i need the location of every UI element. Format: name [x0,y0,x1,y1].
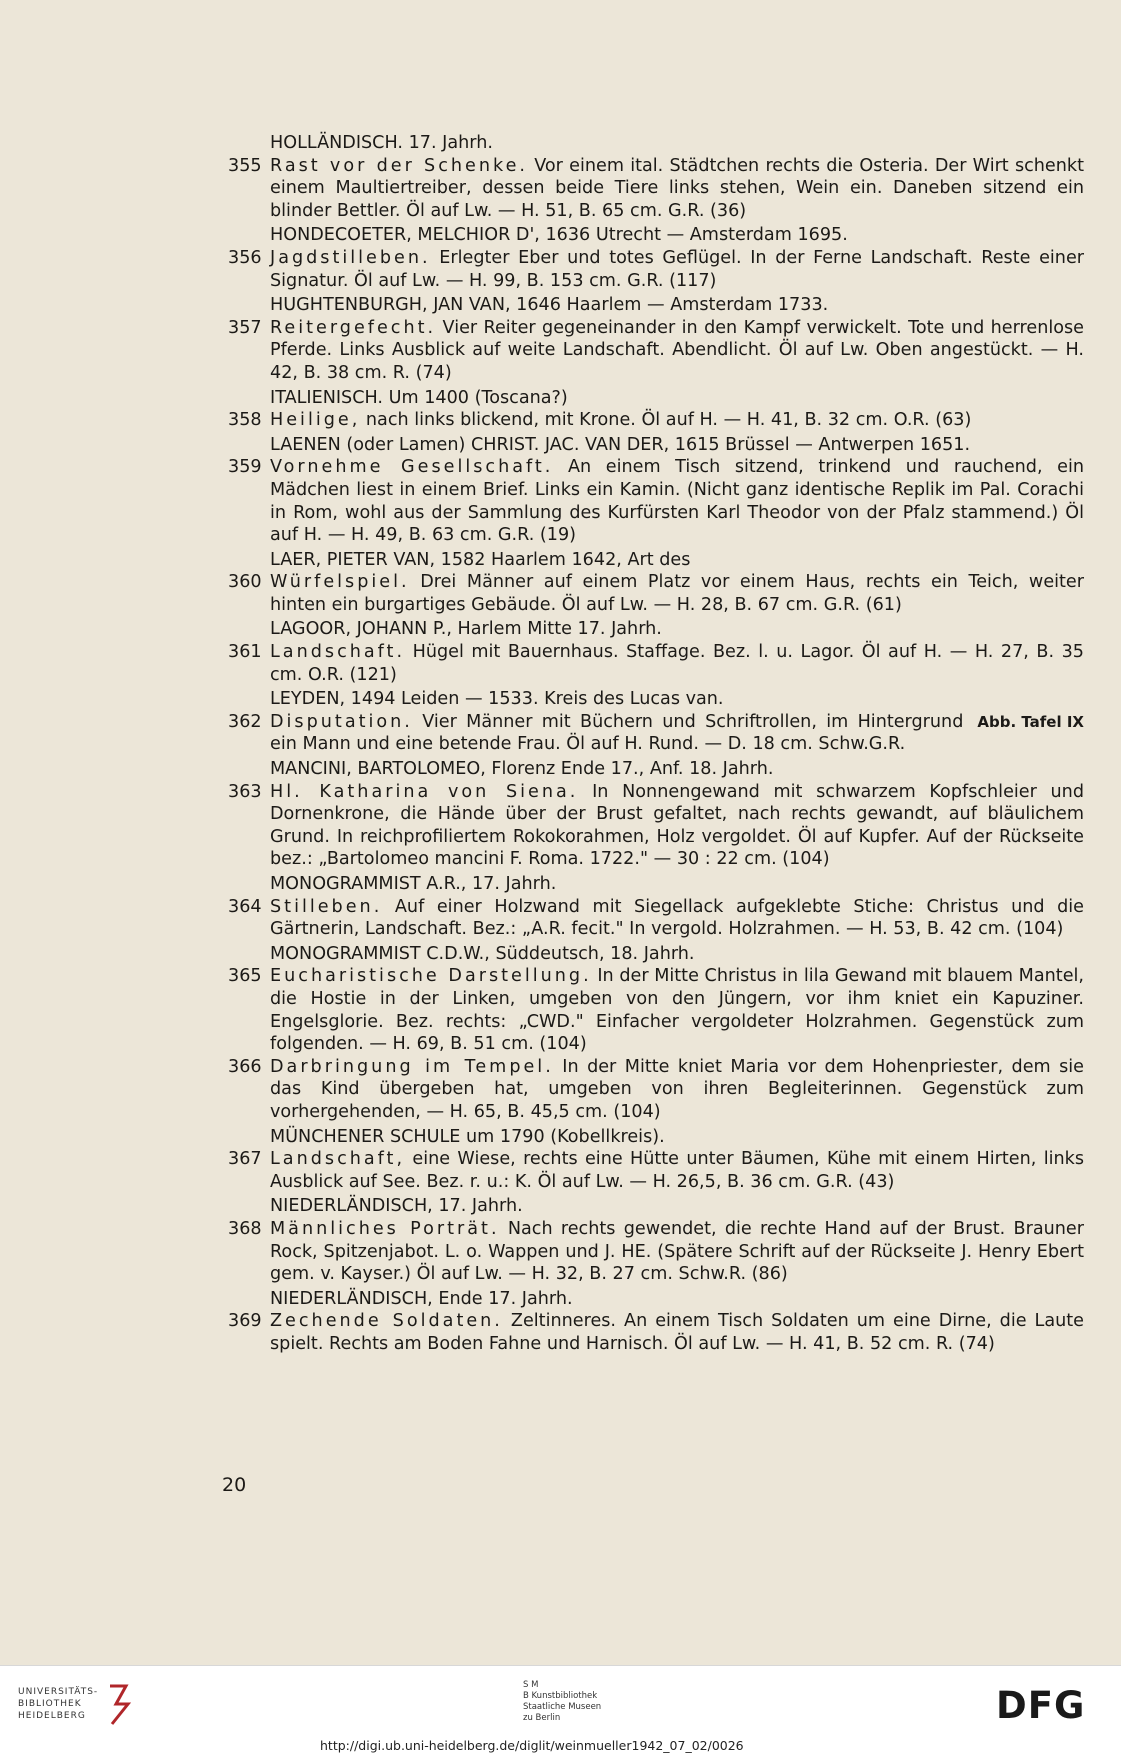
catalog-entry [228,247,1084,292]
artist-heading: MANCINI, BARTOLOMEO, Florenz Ende 17., Anf. 18. Jahrh. [270,759,774,780]
catalog-entry [228,896,1084,941]
university-library-label[interactable] [18,1686,98,1722]
lot-number: 366 [228,1056,262,1077]
page-number: 20 [222,1474,247,1496]
entry-description: Auf einer Holzwand mit Siegellack aufgeklebte Stiche: Christus und die Gärtnerin, Landschaft. Bez.: „A.R. fecit." In vergold. Holzrahmen. — H. 53, B. 42 cm. (104) [270,896,1085,940]
lot-number: 361 [228,642,262,663]
artist-heading: HUGHTENBURGH, JAN VAN, 1646 Haarlem — Amsterdam 1733. [270,295,829,316]
artist-heading: NIEDERLÄNDISCH, Ende 17. Jahrh. [270,1288,573,1309]
entry-title: Landschaft, [270,1149,406,1170]
artist-heading: ITALIENISCH. Um 1400 (Toscana?) [270,387,568,408]
lot-number: 364 [228,896,262,917]
entry-title: Hl. Katharina von Siena. [270,781,579,802]
catalog-entry [228,641,1084,686]
entry-description: Vier Männer mit Büchern und Schriftrollen, im Hintergrund ein Mann und eine betende Frau. Öl auf H. Rund. — D. 18 cm. Schw.G.R. [270,711,964,755]
artist-heading: LAENEN (oder Lamen) CHRIST. JAC. VAN DER, 1615 Brüssel — Antwerpen 1651. [270,434,971,455]
artist-heading: LAGOOR, JOHANN P., Harlem Mitte 17. Jahrh. [270,619,662,640]
university-line: UNIVERSITÄTS- [18,1687,99,1697]
source-url-link[interactable]: http://digi.ub.uni-heidelberg.de/diglit/weinmueller1942_07_02/0026 [320,1738,744,1753]
entry-title: Zechende Soldaten. [270,1311,503,1332]
entry-description: Vor einem ital. Städtchen rechts die Osteria. Der Wirt schenkt einem Maultiertreiber, dessen beide Tiere links stehen, Wein ein. Daneben sitzend ein blinder Bettler. Öl auf Lw. — H. 51, B. 65 cm. G.R. (36) [270,155,1084,221]
entry-description: Nach rechts gewendet, die rechte Hand auf der Brust. Brauner Rock, Spitzenjabot. L. o. Wappen und J. HE. (Spätere Schrift auf der Rückseite J. Henry Ebert gem. v. Kayser.) Öl auf Lw. — H. 32, B. 27 cm. Schw.R. (86) [270,1218,1084,1285]
lot-number: 365 [228,966,262,987]
entry-description: In der Mitte kniet Maria vor dem Hohenpriester, dem sie das Kind übergeben hat, umgeben von ihren Begleiterinnen. Gegenstück zum vorhergehenden, — H. 65, B. 45,5 cm. (104) [270,1056,1085,1122]
entry-title: Disputation. [270,711,413,732]
catalog-entry [228,155,1084,223]
catalog-entry [228,317,1084,385]
entry-title: Rast vor der Schenke. [270,155,528,176]
artist-heading: MONOGRAMMIST C.D.W., Süddeutsch, 18. Jahrh. [270,943,695,964]
entry-title: Männliches Porträt. [270,1218,500,1239]
viewer-footer [0,1665,1121,1755]
university-line: BIBLIOTHEK [18,1699,82,1709]
catalog-entry [228,1310,1084,1355]
entry-title: Heilige, [270,410,361,431]
artist-heading: LEYDEN, 1494 Leiden — 1533. Kreis des Lucas van. [270,689,724,710]
entry-title: Darbringung im Tempel. [270,1056,554,1077]
catalog-entry [228,456,1084,546]
artist-heading: MONOGRAMMIST A.R., 17. Jahrh. [270,874,557,894]
catalog-entry [228,1218,1084,1286]
catalog-entry [228,409,1084,432]
catalog-entry [228,711,1084,756]
entry-description: In Nonnengewand mit schwarzem Kopfschleier und Dornenkrone, die Hände über der Brust gefaltet, nach rechts gewandt, auf bläulichem Grund. In reichprofiliertem Rokokorahmen, Holz vergoldet. Öl auf Kupfer. Auf der Rückseite bez.: „Bartolomeo mancini F. Roma. 1722." — 30 : 22 cm. (104) [270,781,1084,870]
entry-title: Vornehme Gesellschaft. [270,457,554,478]
artist-heading: NIEDERLÄNDISCH, 17. Jahrh. [270,1196,523,1217]
university-line: HEIDELBERG [18,1711,86,1721]
lot-number: 369 [228,1311,262,1332]
stamp-line: Staatliche Museen [523,1702,602,1712]
entry-description: nach links blickend, mit Krone. Öl auf H. — H. 41, B. 32 cm. O.R. (63) [365,410,972,431]
entry-title: Jagdstilleben. [270,247,431,268]
entry-title: Würfelspiel. [270,572,410,593]
catalog-entry [228,965,1084,1055]
entry-title: Eucharistische Darstellung. [270,966,592,987]
catalog-entries [228,130,1084,1355]
entry-title: Stilleben. [270,896,383,917]
artist-heading: LAER, PIETER VAN, 1582 Haarlem 1642, Art des [270,549,691,570]
entry-description: Vier Reiter gegeneinander in den Kampf verwickelt. Tote und herrenlose Pferde. Links Ausblick auf weite Landschaft. Abendlicht. Öl auf Lw. Oben angestückt. — H. 42, B. 38 cm. R. (74) [270,317,1085,383]
stamp-line: B Kunstbibliothek [523,1691,598,1701]
lot-number: 362 [228,711,262,732]
artist-heading: MÜNCHENER SCHULE um 1790 (Kobellkreis). [270,1126,665,1147]
stamp-line: S M [523,1680,539,1690]
entry-title: Reitergefecht. [270,317,437,338]
library-stamp [523,1680,601,1724]
lot-number: 363 [228,781,262,802]
catalog-entry [228,571,1084,616]
university-logo-icon[interactable] [106,1682,132,1726]
entry-description: Zeltinneres. An einem Tisch Soldaten um eine Dirne, die Laute spielt. Rechts am Boden Fahne und Harnisch. Öl auf Lw. — H. 41, B. 52 cm. R. (74) [270,1311,1085,1354]
entry-title: Landschaft. [270,642,406,663]
plate-reference: Abb. Tafel IX [977,712,1084,731]
lot-number: 360 [228,572,262,593]
stamp-line: zu Berlin [523,1713,561,1723]
lot-number: 358 [228,410,262,431]
catalog-entry [228,1056,1084,1124]
catalog-entry [228,1148,1084,1193]
lot-number: 367 [228,1149,262,1170]
entry-description: Hügel mit Bauernhaus. Staffage. Bez. l. u. Lagor. Öl auf H. — H. 27, B. 35 cm. O.R. (121) [270,642,1084,685]
entry-description: Drei Männer auf einem Platz vor einem Haus, rechts ein Teich, weiter hinten ein burgartiges Gebäude. Öl auf Lw. — H. 28, B. 67 cm. G.R. (61) [270,572,1084,615]
lot-number: 368 [228,1218,262,1239]
entry-description: Erlegter Eber und totes Geflügel. In der Ferne Landschaft. Reste einer Signatur. Öl auf Lw. — H. 99, B. 153 cm. G.R. (117) [270,247,1085,291]
lot-number: 355 [228,155,262,176]
dfg-logo[interactable]: DFG [996,1684,1086,1727]
entry-description: In der Mitte Christus in lila Gewand mit blauem Mantel, die Hostie in der Linken, umgeben von den Jüngern, vor ihm kniet ein Kapuziner. Engelsglorie. Bez. rechts: „CWD." Einfacher vergoldeter Holzrahmen. Gegenstück zum folgenden. — H. 69, B. 51 cm. (104) [270,966,1084,1055]
entry-description: An einem Tisch sitzend, trinkend und rauchend, ein Mädchen liest in einem Brief. Links ein Kamin. (Nicht ganz identische Replik im Pal. Corachi in Rom, wohl aus der Sammlung des Kurfürsten Karl Theodor von der Pfalz stammend.) Öl auf H. — H. 49, B. 63 cm. G.R. (19) [270,457,1085,546]
catalog-entry [228,781,1084,871]
artist-heading: HONDECOETER, MELCHIOR D', 1636 Utrecht — Amsterdam 1695. [270,225,848,246]
lot-number: 359 [228,457,262,478]
lot-number: 356 [228,247,262,268]
entry-description: eine Wiese, rechts eine Hütte unter Bäumen, Kühe mit einem Hirten, links Ausblick auf See. Bez. r. u.: K. Öl auf Lw. — H. 26,5, B. 36 cm. G.R. (43) [270,1149,1084,1192]
artist-heading: HOLLÄNDISCH. 17. Jahrh. [270,133,493,153]
lot-number: 357 [228,317,262,338]
